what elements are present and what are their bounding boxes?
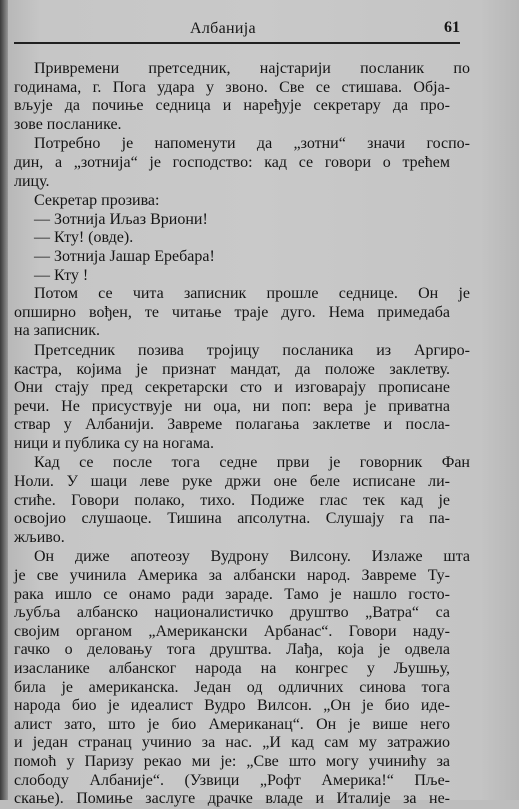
text-line: жљиво.: [14, 528, 65, 546]
text-line: дин, а „зотнија“ је господство: кад се говори о трећем: [14, 153, 450, 171]
text-line: била је американска. Један од одличних синова тога: [14, 678, 450, 696]
text-line: — Зотнија Јашар Еребара!: [34, 247, 215, 265]
text-line: гачко о деловању тога друштва. Лађа, која је одвела: [14, 641, 450, 659]
text-line: Он диже апотеозу Вудрону Вилсону. Излаже шта: [34, 548, 470, 566]
text-line: алист зато, што је био Американац“. Он је више него: [14, 715, 450, 733]
text-line: ствар у Албанији. Завреме полагања заклетве и посла-: [14, 416, 450, 434]
text-line: лицу.: [14, 172, 50, 190]
text-line: освојио слушаоце. Тишина апсолутна. Слушају га па-: [14, 510, 450, 528]
text-line: зове посланике.: [14, 115, 122, 133]
text-line: љубља албанско националистичко друштво „Ватра“ са: [14, 604, 450, 622]
text-line: помоћ у Паризу рекао ми је: „Све што могу учинићу за: [14, 752, 450, 770]
text-line: стиће. Говори полако, тихо. Подиже глас тек кад је: [14, 491, 450, 509]
running-title: Албанија: [190, 20, 256, 37]
text-line: годинама, г. Пога удара у звоно. Све се стишава. Обја-: [14, 78, 450, 96]
text-line: скање). Помиње заслуге драчке владе и Италије за не-: [14, 790, 450, 808]
text-line: Кад се после тога седне први је говорник Фан: [34, 454, 470, 472]
text-line: Секретар прозива:: [34, 192, 160, 210]
text-line: Они стају пред секретарски сто и изговарају прописане: [14, 379, 450, 397]
text-line: вљује да почиње седница и наређује секретару да про-: [14, 97, 450, 115]
text-line: ници и публика су на ногама.: [14, 434, 214, 452]
text-line: Претседник позива тројицу посланика из Аргиро-: [34, 341, 470, 359]
text-line: слободу Албаније“. (Узвици „Рофт Америка!“ Пље-: [14, 771, 450, 789]
text-line: — Кту !: [34, 266, 89, 284]
text-line: кастра, којима је признат мандат, да положе заклетву.: [14, 360, 450, 378]
text-line: Ноли. У шаци леве руке држи оне беле исписане ли-: [14, 473, 450, 491]
text-line: Потом се чита записник прошле седнице. Он је: [34, 285, 470, 303]
text-line: Привремени претседник, најстарији посланик по: [34, 60, 470, 77]
body-text: [14, 60, 470, 809]
text-line: — Зотнија Иљаз Вриони!: [34, 210, 208, 228]
text-line: — Кту! (овде).: [34, 229, 134, 247]
header-rule: [14, 42, 460, 44]
text-line: речи. Не присуствује ни оџа, ни поп: вера је приватна: [14, 397, 450, 415]
text-line: Потребно је напоменути да „зотни“ значи госпо-: [34, 135, 470, 153]
text-line: опширно вођен, те читање траје дуго. Нема примедаба: [14, 303, 450, 321]
text-line: је све учинила Америка за албански народ. Завреме Ту-: [14, 567, 450, 585]
text-line: на записник.: [14, 322, 100, 340]
running-head: [14, 18, 458, 42]
page-number: 61: [444, 19, 460, 36]
text-line: изасланике албанског народа на конгрес у Љушњу,: [14, 660, 450, 677]
page-gutter-shadow: [0, 0, 8, 800]
text-line: својим органом „Американски Арбанас“. Говори наду-: [14, 622, 450, 640]
text-line: и један странац учинио за нас. „И кад сам му затражио: [14, 734, 450, 752]
text-line: народа био је идеалист Вудро Вилсон. „Он је био иде-: [14, 697, 450, 715]
text-line: рака ишло се онамо ради зараде. Тамо је нашло госто-: [14, 585, 450, 603]
